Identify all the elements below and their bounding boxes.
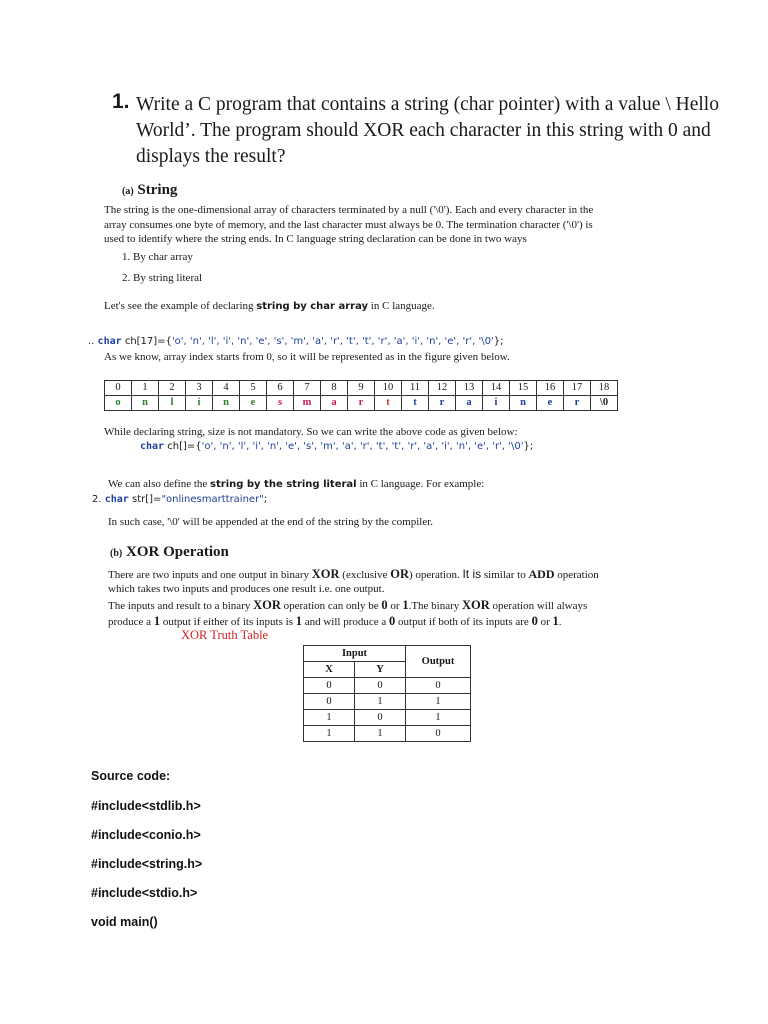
index-cell: 17: [564, 381, 591, 396]
example-intro-post: in C language.: [368, 300, 435, 312]
index-cell: 14: [483, 381, 510, 396]
xor-line4: [108, 614, 561, 629]
char-cell: a: [321, 396, 348, 411]
string-para-line3: used to identify where the string ends. In C language string declaration can be done in two ways: [104, 233, 527, 245]
index-row: [105, 381, 618, 396]
char-cell: n: [132, 396, 159, 411]
tt-cell: 1: [304, 726, 355, 742]
tt-cell: 0: [304, 678, 355, 694]
tt-x-header: X: [304, 662, 355, 678]
zero-a: 0: [389, 614, 396, 628]
char-cell: e: [537, 396, 564, 411]
xor-word-3: XOR: [462, 598, 490, 612]
source-line: void main(): [91, 915, 158, 929]
xor-line4-end: .: [558, 616, 562, 628]
xor-line2: which takes two inputs and produces one result i.e. one output.: [108, 583, 385, 595]
code3-string: "onlinesmarttrainer": [161, 494, 264, 505]
index-cell: 15: [510, 381, 537, 396]
xor-line3-post: operation will always: [489, 600, 588, 612]
index-cell: 12: [429, 381, 456, 396]
tt-input-header: Input: [304, 646, 406, 662]
zero-b: 0: [531, 614, 538, 628]
xor-word: XOR: [311, 567, 340, 581]
string-para-line2: array consumes one byte of memory, and the last character must always be 0. The termination character ('\0') is: [104, 219, 593, 231]
index-cell: 16: [537, 381, 564, 396]
string-para-line1: The string is the one-dimensional array of characters terminated by a null ('\0'). Each and every character in the: [104, 204, 594, 216]
tt-y-header: Y: [355, 662, 406, 678]
source-line: #include<stdio.h>: [91, 886, 198, 900]
section-a-heading: [122, 182, 177, 199]
char-cell: l: [159, 396, 186, 411]
source-heading: Source code:: [91, 769, 171, 783]
index-cell: 7: [294, 381, 321, 396]
tt-body: [304, 678, 471, 742]
code3-end: ;: [263, 494, 268, 505]
question-number: 1.: [112, 90, 130, 113]
xor-line3-mid: operation can only be: [280, 600, 382, 612]
xor-line3-pre: The inputs and result to a binary: [108, 600, 254, 612]
tt-row: [304, 710, 471, 726]
section-b-title: XOR Operation: [125, 544, 229, 560]
index-cell: 10: [375, 381, 402, 396]
tt-output-header: Output: [406, 646, 471, 678]
char-cell: n: [213, 396, 240, 411]
tt-cell: 1: [406, 694, 471, 710]
source-line: #include<conio.h>: [91, 828, 201, 842]
tt-cell: 0: [355, 678, 406, 694]
char-cell: r: [564, 396, 591, 411]
char-cell: s: [267, 396, 294, 411]
char-cell: a: [456, 396, 483, 411]
tt-cell: 1: [355, 726, 406, 742]
tt-cell: 0: [304, 694, 355, 710]
code-string-literal: [92, 494, 267, 505]
index-cell: 18: [591, 381, 618, 396]
char-cell: i: [186, 396, 213, 411]
tt-cell: 0: [406, 726, 471, 742]
index-cell: 5: [240, 381, 267, 396]
char-cell: n: [510, 396, 537, 411]
example-intro-bold: string by char array: [256, 301, 369, 312]
index-cell: 6: [267, 381, 294, 396]
index-cell: 1: [132, 381, 159, 396]
one-c: 1: [552, 614, 559, 628]
code1-bullet: ..: [88, 336, 95, 347]
declaring-note: While declaring string, size is not mandatory. So we can write the above code as given below:: [104, 426, 518, 438]
xor-line1-mid2: ) operation.: [409, 569, 463, 581]
tt-cell: 1: [355, 694, 406, 710]
example-intro: [104, 300, 435, 312]
code3-number: 2.: [92, 494, 102, 505]
char-cell: t: [402, 396, 429, 411]
xor-line1-pre: There are two inputs and one output in binary: [108, 569, 312, 581]
char-cell: m: [294, 396, 321, 411]
index-cell: 8: [321, 381, 348, 396]
literal-intro-bold: string by the string literal: [210, 479, 357, 490]
tt-cell: 0: [406, 678, 471, 694]
code1-decl: ch[17]={: [121, 336, 172, 347]
section-b-heading: [110, 544, 229, 561]
tt-cell: 0: [355, 710, 406, 726]
question-text: Write a C program that contains a string (char pointer) with a value \ Hello World’. The program should XOR each character in this string with 0 and displays the result?: [136, 94, 719, 167]
truth-table-title: XOR Truth Table: [181, 628, 269, 642]
or-text-2: or: [537, 616, 553, 628]
xor-line4-mid2: and will produce a: [301, 616, 390, 628]
array-index-table: [104, 380, 618, 411]
one-b: 1: [295, 614, 302, 628]
tt-cell: 1: [406, 710, 471, 726]
xor-line3: [108, 598, 587, 613]
add-word: ADD: [528, 567, 555, 581]
source-line: #include<string.h>: [91, 857, 203, 871]
way-char-array: 1. By char array: [122, 251, 193, 263]
index-cell: 9: [348, 381, 375, 396]
one-a: 1: [153, 614, 161, 628]
xor-line1-mid: (exclusive: [339, 569, 391, 581]
tt-header-row: [304, 646, 471, 662]
index-cell: 4: [213, 381, 240, 396]
code3-keyword: char: [104, 494, 129, 505]
it-is-word: It is: [462, 567, 482, 581]
zero-word: 0: [381, 598, 388, 612]
index-cell: 11: [402, 381, 429, 396]
way-string-literal: 2. By string literal: [122, 272, 203, 284]
xor-line1-mid3: similar to: [481, 569, 529, 581]
or-word: OR: [390, 567, 409, 581]
xor-line4-mid3: output if both of its inputs are: [395, 616, 532, 628]
index-cell: 0: [105, 381, 132, 396]
tt-row: [304, 678, 471, 694]
index-cell: 13: [456, 381, 483, 396]
index-cell: 2: [159, 381, 186, 396]
one-word: 1: [402, 598, 409, 612]
xor-truth-table: [303, 645, 471, 742]
code-char-array-nosize: [140, 441, 533, 452]
char-cell: t: [375, 396, 402, 411]
xor-line4-mid: output if either of its inputs is: [160, 616, 296, 628]
xor-line3-mid2: .The binary: [408, 600, 463, 612]
literal-intro-pre: We can also define the: [108, 478, 211, 490]
code1-chars: 'o', 'n', 'l', 'i', 'n', 'e', 's', 'm', 'a', 'r', 't', 't', 'r', 'a', 'i', 'n', 'e', 'r', '\0': [171, 336, 494, 347]
section-b-label: (b): [110, 548, 123, 559]
code2-end: };: [523, 441, 534, 452]
tt-row: [304, 694, 471, 710]
code2-keyword: char: [140, 441, 165, 452]
source-line: #include<stdlib.h>: [91, 799, 201, 813]
example-intro-pre: Let's see the example of declaring: [104, 300, 257, 312]
code2-chars: 'o', 'n', 'l', 'i', 'n', 'e', 's', 'm', 'a', 'r', 't', 't', 'r', 'a', 'i', 'n', 'e', 'r', '\0': [201, 441, 524, 452]
index-cell: 3: [186, 381, 213, 396]
code2-decl: ch[]={: [164, 441, 202, 452]
literal-note: In such case, '\0' will be appended at the end of the string by the compiler.: [108, 516, 434, 528]
char-row: [105, 396, 618, 411]
literal-intro-post: in C language. For example:: [356, 478, 485, 490]
code1-end: };: [493, 336, 504, 347]
xor-line1-post: operation: [554, 569, 599, 581]
char-cell: r: [429, 396, 456, 411]
code1-keyword: char: [97, 336, 122, 347]
char-cell: o: [105, 396, 132, 411]
index-note: As we know, array index starts from 0, so it will be represented as in the figure given below.: [104, 351, 510, 363]
xor-word-2: XOR: [253, 598, 281, 612]
code-char-array: [88, 336, 503, 347]
tt-cell: 1: [304, 710, 355, 726]
code3-decl: str[]=: [128, 494, 162, 505]
char-cell: i: [483, 396, 510, 411]
tt-row: [304, 726, 471, 742]
char-cell: \0: [591, 396, 618, 411]
xor-line4-pre: produce a: [108, 616, 154, 628]
char-cell: r: [348, 396, 375, 411]
literal-intro: [108, 478, 484, 490]
char-cell: e: [240, 396, 267, 411]
xor-line1: [108, 567, 599, 582]
section-a-title: String: [137, 182, 178, 198]
or-text: or: [387, 600, 403, 612]
section-a-label: (a): [122, 186, 134, 197]
